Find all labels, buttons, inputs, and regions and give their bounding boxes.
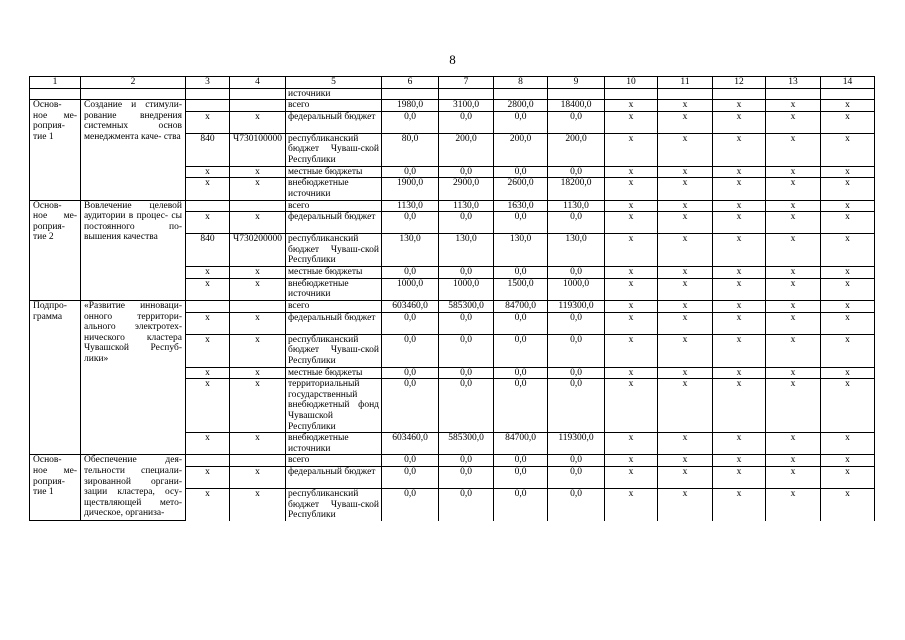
page-number: 8 (449, 52, 456, 67)
x-mark: х (605, 367, 658, 379)
funding-source: федеральный бюджет (286, 466, 382, 488)
x-mark: х (713, 178, 766, 200)
x-mark: х (658, 267, 713, 279)
x-mark: х (821, 267, 875, 279)
x-mark: х (821, 133, 875, 166)
classification-code (230, 100, 286, 112)
funding-value: 119300,0 (548, 300, 605, 312)
funding-value: 1130,0 (382, 200, 439, 212)
x-mark: х (766, 200, 821, 212)
activity-name: «Развитие инноваци- онного территори- ального электротех- нического кластера Чувашской Респуб- лики» (81, 300, 186, 454)
x-mark: х (766, 212, 821, 234)
funding-value: 0,0 (494, 488, 548, 521)
x-mark: х (821, 200, 875, 212)
budget-code: х (186, 334, 230, 367)
funding-value: 0,0 (439, 466, 494, 488)
funding-value: 0,0 (382, 267, 439, 279)
x-mark: х (821, 111, 875, 133)
empty-cell (81, 88, 186, 100)
funding-value: 0,0 (494, 212, 548, 234)
x-mark: х (713, 100, 766, 112)
x-mark: х (766, 379, 821, 433)
x-mark: х (766, 300, 821, 312)
empty-cell (494, 88, 548, 100)
x-mark: х (658, 178, 713, 200)
x-mark: х (713, 212, 766, 234)
funding-value: 0,0 (439, 166, 494, 178)
x-mark: х (713, 488, 766, 521)
x-mark: х (821, 166, 875, 178)
x-mark: х (658, 379, 713, 433)
funding-source: источники (286, 88, 382, 100)
x-mark: х (821, 178, 875, 200)
funding-source: внебюджетные источники (286, 278, 382, 300)
funding-value: 2600,0 (494, 178, 548, 200)
x-mark: х (658, 466, 713, 488)
empty-cell (439, 88, 494, 100)
activity-type: Подпро- грамма (30, 300, 81, 454)
funding-value: 130,0 (548, 234, 605, 267)
x-mark: х (605, 300, 658, 312)
funding-value: 1000,0 (548, 278, 605, 300)
budget-code: х (186, 267, 230, 279)
classification-code: х (230, 334, 286, 367)
funding-value: 0,0 (494, 111, 548, 133)
classification-code: Ч730100000 (230, 133, 286, 166)
classification-code (230, 300, 286, 312)
classification-code: х (230, 312, 286, 334)
activity-name: Создание и стимули- рование внедрения системных основ менеджмента каче- ства (81, 100, 186, 200)
x-mark: х (658, 278, 713, 300)
x-mark: х (821, 455, 875, 467)
x-mark: х (766, 334, 821, 367)
funding-value: 130,0 (439, 234, 494, 267)
funding-source: федеральный бюджет (286, 312, 382, 334)
funding-source: федеральный бюджет (286, 111, 382, 133)
x-mark: х (658, 455, 713, 467)
funding-value: 0,0 (382, 379, 439, 433)
empty-cell (30, 88, 81, 100)
x-mark: х (821, 488, 875, 521)
x-mark: х (658, 212, 713, 234)
x-mark: х (821, 433, 875, 455)
header-row (30, 77, 875, 89)
x-mark: х (658, 200, 713, 212)
funding-value: 2900,0 (439, 178, 494, 200)
funding-value: 0,0 (548, 166, 605, 178)
x-mark: х (821, 100, 875, 112)
x-mark: х (713, 433, 766, 455)
x-mark: х (766, 466, 821, 488)
x-mark: х (605, 200, 658, 212)
x-mark: х (605, 133, 658, 166)
column-number: 6 (382, 77, 439, 89)
x-mark: х (766, 178, 821, 200)
funding-value: 0,0 (439, 488, 494, 521)
funding-value: 3100,0 (439, 100, 494, 112)
budget-code: х (186, 488, 230, 521)
x-mark: х (821, 278, 875, 300)
funding-value: 200,0 (548, 133, 605, 166)
funding-value: 130,0 (494, 234, 548, 267)
x-mark: х (713, 367, 766, 379)
activity-name: Вовлечение целевой аудитории в процес- сы постоянного по- вышения качества (81, 200, 186, 300)
x-mark: х (713, 312, 766, 334)
funding-source: республиканский бюджет Чуваш-ской Республики (286, 334, 382, 367)
x-mark: х (766, 111, 821, 133)
x-mark: х (658, 433, 713, 455)
empty-cell (713, 88, 766, 100)
x-mark: х (766, 234, 821, 267)
funding-value: 0,0 (548, 334, 605, 367)
funding-source: внебюджетные источники (286, 433, 382, 455)
table-row (30, 300, 875, 312)
x-mark: х (766, 433, 821, 455)
x-mark: х (605, 455, 658, 467)
funding-value: 18400,0 (548, 100, 605, 112)
x-mark: х (821, 234, 875, 267)
funding-value: 1980,0 (382, 100, 439, 112)
x-mark: х (605, 466, 658, 488)
funding-value: 0,0 (548, 488, 605, 521)
funding-value: 0,0 (382, 111, 439, 133)
funding-source: территориальный государственный внебюджетный фонд Чувашской Республики (286, 379, 382, 433)
funding-source: местные бюджеты (286, 267, 382, 279)
budget-code: х (186, 111, 230, 133)
x-mark: х (766, 367, 821, 379)
x-mark: х (713, 267, 766, 279)
funding-value: 603460,0 (382, 300, 439, 312)
classification-code: х (230, 367, 286, 379)
funding-value: 0,0 (382, 367, 439, 379)
x-mark: х (713, 455, 766, 467)
funding-value: 1130,0 (439, 200, 494, 212)
x-mark: х (605, 111, 658, 133)
funding-source: всего (286, 300, 382, 312)
funding-value: 0,0 (548, 312, 605, 334)
funding-value: 585300,0 (439, 433, 494, 455)
funding-source: федеральный бюджет (286, 212, 382, 234)
funding-value: 0,0 (494, 367, 548, 379)
budget-code: 840 (186, 133, 230, 166)
funding-value: 603460,0 (382, 433, 439, 455)
funding-value: 0,0 (439, 334, 494, 367)
classification-code: х (230, 267, 286, 279)
funding-value: 84700,0 (494, 300, 548, 312)
x-mark: х (821, 379, 875, 433)
funding-source: местные бюджеты (286, 166, 382, 178)
funding-value: 0,0 (548, 212, 605, 234)
funding-source: республиканский бюджет Чуваш-ской Республики (286, 234, 382, 267)
x-mark: х (821, 367, 875, 379)
x-mark: х (605, 267, 658, 279)
classification-code (230, 200, 286, 212)
x-mark: х (658, 166, 713, 178)
x-mark: х (766, 133, 821, 166)
funding-source: республиканский бюджет Чуваш-ской Республики (286, 133, 382, 166)
funding-value: 0,0 (382, 466, 439, 488)
funding-value: 0,0 (494, 312, 548, 334)
x-mark: х (605, 433, 658, 455)
x-mark: х (605, 166, 658, 178)
budget-code: х (186, 178, 230, 200)
x-mark: х (713, 466, 766, 488)
budget-code: х (186, 166, 230, 178)
activity-type: Основ- ное ме- роприя- тие 1 (30, 100, 81, 200)
funding-value: 80,0 (382, 133, 439, 166)
x-mark: х (605, 312, 658, 334)
funding-source: республиканский бюджет Чуваш-ской Республики (286, 488, 382, 521)
x-mark: х (713, 166, 766, 178)
x-mark: х (605, 379, 658, 433)
classification-code: х (230, 212, 286, 234)
funding-value: 0,0 (494, 455, 548, 467)
x-mark: х (821, 334, 875, 367)
x-mark: х (821, 466, 875, 488)
continuation-row (30, 88, 875, 100)
x-mark: х (658, 488, 713, 521)
x-mark: х (766, 278, 821, 300)
x-mark: х (713, 379, 766, 433)
x-mark: х (821, 212, 875, 234)
funding-source: внебюджетные источники (286, 178, 382, 200)
classification-code: х (230, 488, 286, 521)
budget-code (186, 455, 230, 467)
funding-value: 0,0 (548, 267, 605, 279)
budget-code: х (186, 433, 230, 455)
x-mark: х (658, 100, 713, 112)
x-mark: х (605, 234, 658, 267)
funding-source: местные бюджеты (286, 367, 382, 379)
x-mark: х (766, 166, 821, 178)
funding-value: 0,0 (439, 379, 494, 433)
x-mark: х (605, 100, 658, 112)
budget-table (29, 76, 875, 521)
funding-value: 0,0 (382, 166, 439, 178)
column-number: 11 (658, 77, 713, 89)
funding-value: 0,0 (439, 212, 494, 234)
x-mark: х (766, 488, 821, 521)
funding-value: 0,0 (548, 455, 605, 467)
classification-code: х (230, 111, 286, 133)
x-mark: х (713, 200, 766, 212)
classification-code: х (230, 466, 286, 488)
budget-code: х (186, 466, 230, 488)
x-mark: х (605, 278, 658, 300)
column-number: 14 (821, 77, 875, 89)
x-mark: х (766, 455, 821, 467)
funding-value: 18200,0 (548, 178, 605, 200)
budget-code: х (186, 379, 230, 433)
funding-value: 0,0 (494, 379, 548, 433)
column-number: 10 (605, 77, 658, 89)
budget-code: х (186, 312, 230, 334)
x-mark: х (713, 300, 766, 312)
funding-value: 2800,0 (494, 100, 548, 112)
funding-value: 0,0 (439, 312, 494, 334)
budget-code: х (186, 278, 230, 300)
x-mark: х (713, 278, 766, 300)
column-number: 13 (766, 77, 821, 89)
table-row (30, 100, 875, 112)
x-mark: х (658, 334, 713, 367)
classification-code: х (230, 178, 286, 200)
funding-value: 1000,0 (382, 278, 439, 300)
x-mark: х (713, 133, 766, 166)
funding-value: 0,0 (548, 111, 605, 133)
x-mark: х (766, 312, 821, 334)
budget-code: х (186, 212, 230, 234)
x-mark: х (713, 334, 766, 367)
x-mark: х (821, 312, 875, 334)
budget-code (186, 300, 230, 312)
funding-value: 0,0 (494, 166, 548, 178)
empty-cell (605, 88, 658, 100)
x-mark: х (658, 312, 713, 334)
funding-value: 84700,0 (494, 433, 548, 455)
x-mark: х (821, 300, 875, 312)
column-number: 5 (286, 77, 382, 89)
activity-type: Основ- ное ме- роприя- тие 1 (30, 455, 81, 521)
x-mark: х (658, 234, 713, 267)
x-mark: х (766, 100, 821, 112)
funding-value: 0,0 (494, 466, 548, 488)
funding-value: 0,0 (439, 267, 494, 279)
x-mark: х (766, 267, 821, 279)
classification-code: Ч730200000 (230, 234, 286, 267)
x-mark: х (658, 133, 713, 166)
funding-value: 0,0 (494, 334, 548, 367)
activity-name: Обеспечение дея- тельности специали- зированной органи- зации кластера, осу- ществляющей мето- дическое, организа- (81, 455, 186, 521)
empty-cell (548, 88, 605, 100)
funding-value: 0,0 (439, 367, 494, 379)
table-row (30, 455, 875, 467)
funding-value: 0,0 (382, 312, 439, 334)
x-mark: х (605, 212, 658, 234)
funding-value: 1900,0 (382, 178, 439, 200)
empty-cell (186, 88, 230, 100)
x-mark: х (605, 334, 658, 367)
funding-value: 0,0 (382, 334, 439, 367)
funding-value: 0,0 (382, 488, 439, 521)
funding-value: 0,0 (548, 367, 605, 379)
funding-value: 1630,0 (494, 200, 548, 212)
column-number: 9 (548, 77, 605, 89)
funding-value: 200,0 (439, 133, 494, 166)
column-number: 4 (230, 77, 286, 89)
activity-type: Основ- ное ме- роприя- тие 2 (30, 200, 81, 300)
x-mark: х (713, 111, 766, 133)
classification-code: х (230, 278, 286, 300)
x-mark: х (658, 300, 713, 312)
classification-code: х (230, 433, 286, 455)
funding-value: 0,0 (494, 267, 548, 279)
funding-value: 0,0 (382, 212, 439, 234)
funding-value: 119300,0 (548, 433, 605, 455)
x-mark: х (605, 488, 658, 521)
empty-cell (821, 88, 875, 100)
funding-value: 1130,0 (548, 200, 605, 212)
x-mark: х (658, 367, 713, 379)
x-mark: х (605, 178, 658, 200)
column-number: 7 (439, 77, 494, 89)
column-number: 3 (186, 77, 230, 89)
classification-code (230, 455, 286, 467)
budget-code: х (186, 367, 230, 379)
classification-code: х (230, 166, 286, 178)
funding-value: 0,0 (382, 455, 439, 467)
funding-value: 0,0 (439, 455, 494, 467)
column-number: 8 (494, 77, 548, 89)
budget-code (186, 200, 230, 212)
budget-code: 840 (186, 234, 230, 267)
funding-value: 130,0 (382, 234, 439, 267)
funding-value: 585300,0 (439, 300, 494, 312)
x-mark: х (713, 234, 766, 267)
funding-value: 1500,0 (494, 278, 548, 300)
funding-value: 0,0 (548, 466, 605, 488)
empty-cell (658, 88, 713, 100)
budget-code (186, 100, 230, 112)
column-number: 1 (30, 77, 81, 89)
empty-cell (382, 88, 439, 100)
funding-source: всего (286, 200, 382, 212)
funding-value: 0,0 (439, 111, 494, 133)
table-row (30, 200, 875, 212)
empty-cell (766, 88, 821, 100)
funding-value: 1000,0 (439, 278, 494, 300)
column-number: 2 (81, 77, 186, 89)
funding-value: 0,0 (548, 379, 605, 433)
funding-source: всего (286, 100, 382, 112)
classification-code: х (230, 379, 286, 433)
empty-cell (230, 88, 286, 100)
funding-value: 200,0 (494, 133, 548, 166)
column-number: 12 (713, 77, 766, 89)
funding-source: всего (286, 455, 382, 467)
x-mark: х (658, 111, 713, 133)
